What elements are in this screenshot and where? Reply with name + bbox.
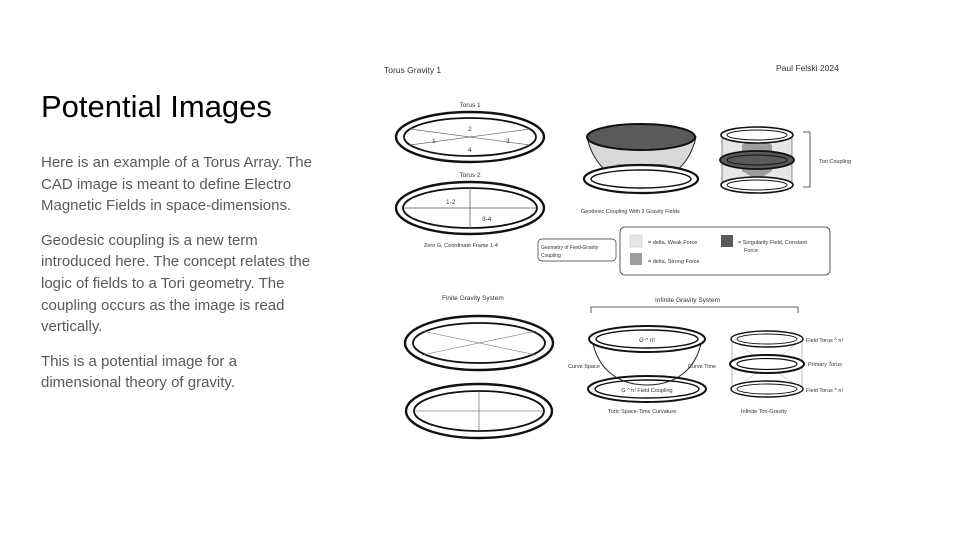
finite-torus-bottom bbox=[406, 384, 552, 438]
diagram-author: Paul Felski 2024 bbox=[776, 63, 839, 73]
legend-label-strong: = delta, Strong Force bbox=[648, 259, 700, 265]
field-torus-bottom-label: Field Torus ^ n! bbox=[806, 388, 844, 394]
finite-torus-top bbox=[405, 316, 553, 370]
geodesic-coupling-bowl bbox=[584, 124, 698, 193]
torus-2-quadrant-3-4: 3-4 bbox=[482, 216, 492, 223]
torus-gravity-diagram bbox=[370, 55, 870, 445]
torus-1-label: Torus 1 bbox=[459, 102, 481, 109]
legend-swatch-strong bbox=[630, 253, 642, 265]
legend-label-singularity-1: = Singularity Field, Constant bbox=[738, 240, 807, 246]
geodesic-caption: Geodesic Coupling With 3 Gravity Fields bbox=[581, 209, 680, 215]
body-paragraph-torus-array: Here is an example of a Torus Array. The CAD image is meant to define Electro Magnetic Fields in space-dimensions. bbox=[41, 154, 312, 215]
zero-g-caption: Zero G, Coordinate Frame 1-4 bbox=[424, 243, 498, 249]
slide-body bbox=[41, 152, 313, 407]
slide-title: Potential Images bbox=[41, 89, 272, 124]
body-paragraph-dimensional-theory: This is a potential image for a dimensional theory of gravity. bbox=[41, 352, 237, 392]
legend-title-line-2: Coupling bbox=[541, 253, 561, 259]
torus-1-quadrant-4: 4 bbox=[468, 147, 472, 154]
finite-gravity-label: Finite Gravity System bbox=[442, 295, 504, 302]
toric-top-label: G ^ n! bbox=[639, 338, 655, 344]
torus-2-label: Torus 2 bbox=[459, 172, 481, 179]
toric-bottom-label: G ^ n! Field Coupling bbox=[621, 388, 673, 394]
tori-coupling-stack bbox=[720, 127, 810, 193]
infinite-tori-stack bbox=[730, 331, 804, 397]
legend bbox=[538, 227, 830, 275]
tori-coupling-label: Tori Coupling bbox=[819, 159, 852, 165]
torus-1-quadrant-1: 1 bbox=[432, 138, 436, 145]
legend-label-weak: = delta, Weak Force bbox=[648, 240, 698, 246]
body-paragraph-geodesic-coupling: Geodesic coupling is a new term introduced here. The concept relates the logic of fields to a Tori geometry. The coupling occurs as the image is read vertically. bbox=[41, 231, 311, 336]
torus-1 bbox=[396, 102, 544, 162]
toric-caption: Toric Space-Time Curvature bbox=[608, 409, 677, 415]
torus-1-quadrant-3: 3 bbox=[506, 138, 510, 145]
diagram-title: Torus Gravity 1 bbox=[384, 65, 442, 75]
legend-label-singularity-2: Force bbox=[744, 248, 759, 254]
legend-swatch-weak bbox=[630, 235, 642, 247]
curve-space-label: Curve Space bbox=[568, 364, 600, 370]
primary-torus-label: Primary Torus bbox=[808, 362, 842, 368]
torus-1-quadrant-2: 2 bbox=[468, 126, 472, 133]
curve-time-label: Curve Time bbox=[688, 364, 717, 370]
infinite-tori-caption: Infinite Tori-Gravity bbox=[741, 409, 787, 415]
torus-2 bbox=[396, 172, 544, 234]
field-torus-top-label: Field Torus ^ n! bbox=[806, 338, 844, 344]
torus-2-quadrant-1-2: 1-2 bbox=[446, 199, 456, 206]
infinite-gravity-label: Infinite Gravity System bbox=[655, 297, 721, 304]
infinite-gravity-bracket bbox=[591, 307, 798, 313]
legend-title-line-1: Geometry of Field-Gravity bbox=[541, 245, 599, 251]
legend-swatch-singularity bbox=[721, 235, 733, 247]
